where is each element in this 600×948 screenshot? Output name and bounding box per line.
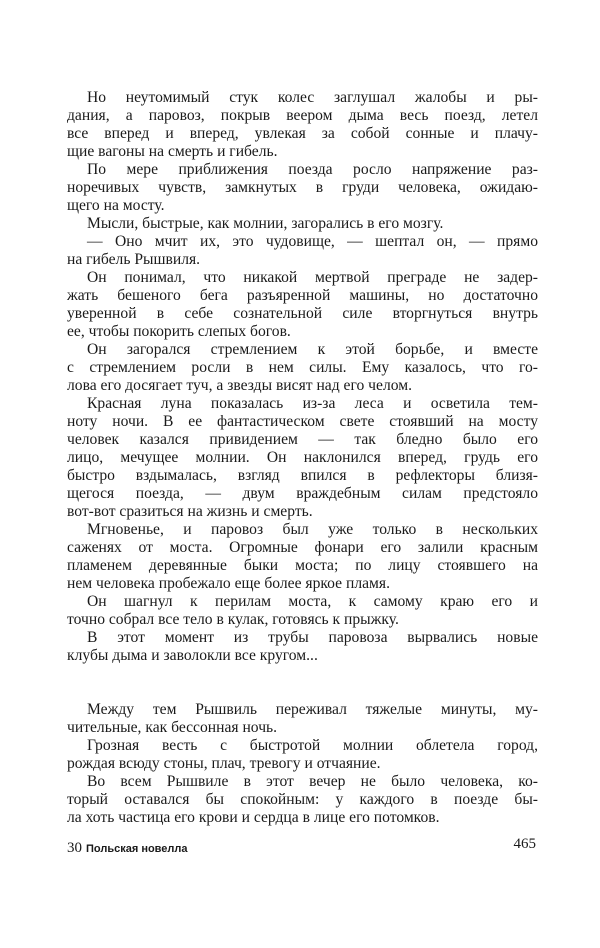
text-line: рождая всюду стоны, плач, тревогу и отчаяние. [67, 755, 381, 772]
paragraph [67, 593, 538, 629]
text-line: клубы дыма и заволокли все кругом... [67, 647, 318, 664]
paragraph [67, 521, 538, 593]
text-line: Он загорался стремлением к этой борьбе, и вместе [87, 341, 538, 358]
text-line: щего на мосту. [67, 197, 165, 214]
text-line: Во всем Рышвиле в этот вечер не было человека, ко- [87, 773, 538, 790]
text-line: щие вагоны на смерть и гибель. [67, 143, 278, 160]
text-line: лова его досягает туч, а звезды висят над его челом. [67, 377, 412, 394]
text-line: норечивых чувств, замкнутых в груди человека, ожидаю- [67, 179, 538, 196]
text-line: Но неутомимый стук колес заглушал жалобы и ры- [87, 89, 538, 106]
paragraph [67, 701, 538, 737]
paragraph [67, 737, 538, 773]
text-line: — Оно мчит их, это чудовище, — шептал он, — прямо [87, 233, 538, 250]
text-line: торый оставался бы спокойным: у каждого в поезде бы- [67, 791, 538, 808]
text-line: вот-вот сразиться на жизнь и смерть. [67, 503, 313, 520]
text-section-2 [67, 701, 538, 827]
paragraph [67, 395, 538, 521]
text-section-1 [67, 89, 538, 665]
text-line: саженях от моста. Огромные фонари его залили красным [67, 539, 538, 556]
text-line: ла хоть частица его крови и сердца в лице его потомков. [67, 809, 440, 826]
page-number: 465 [513, 836, 536, 852]
text-line: ее, чтобы покорить слепых богов. [67, 323, 291, 340]
text-line: Между тем Рышвиль переживал тяжелые минуты, му- [87, 701, 538, 718]
text-line: быстро вздымалась, взгляд впился в рефлекторы близя- [67, 467, 538, 484]
text-line: уверенной в себе сознательной силе вторгнуться внутрь [67, 305, 538, 322]
text-line: лицо, мечущее молнии. Он наклонился вперед, грудь его [67, 449, 538, 466]
text-line: Он понимал, что никакой мертвой преграде не задер- [87, 269, 538, 286]
text-line: ноту ночи. В ее фантастическом свете стоявший на мосту [67, 413, 538, 430]
text-line: все вперед и вперед, увлекая за собой сонные и плачу- [67, 125, 538, 142]
paragraph [67, 629, 538, 665]
text-line: на гибель Рышвиля. [67, 251, 201, 268]
paragraph [67, 233, 538, 269]
text-line: жать бешеного бега разъяренной машины, но достаточно [67, 287, 538, 304]
text-line: Грозная весть с быстротой молнии облетела город, [87, 737, 538, 754]
paragraph [67, 161, 538, 215]
text-line: щегося поезда, — двум враждебным силам предстояло [67, 485, 538, 502]
paragraph [67, 269, 538, 341]
text-line: пламенем деревянные быки моста; по лицу стоявшего на [67, 557, 538, 574]
text-line: с стремлением росли в нем силы. Ему казалось, что го- [67, 359, 538, 376]
paragraph [67, 341, 538, 395]
text-line: человек казался привидением — так бледно было его [67, 431, 538, 448]
signature-title: Польская новелла [86, 843, 188, 855]
text-line: Мгновенье, и паровоз был уже только в нескольких [87, 521, 538, 538]
text-line: Мысли, быстрые, как молнии, загорались в его мозгу. [87, 215, 444, 232]
text-line: дания, а паровоз, покрыв веером дыма весь поезд, летел [67, 107, 538, 124]
paragraph [67, 89, 538, 161]
text-line: точно собрал все тело в кулак, готовясь к прыжку. [67, 611, 399, 628]
text-line: Красная луна показалась из-за леса и осветила тем- [87, 395, 538, 412]
text-line: По мере приближения поезда росло напряжение раз- [87, 161, 538, 178]
text-line: нем человека пробежало еще более яркое пламя. [67, 575, 390, 592]
paragraph [67, 773, 538, 827]
printer-signature [67, 839, 188, 858]
paragraph [67, 215, 538, 233]
signature-number: 30 [67, 840, 82, 856]
text-line: В этот момент из трубы паровоза вырвались новые [87, 629, 538, 646]
text-line: чительные, как бессонная ночь. [67, 719, 278, 736]
text-line: Он шагнул к перилам моста, к самому краю его и [87, 593, 538, 610]
page-footer [67, 836, 538, 859]
